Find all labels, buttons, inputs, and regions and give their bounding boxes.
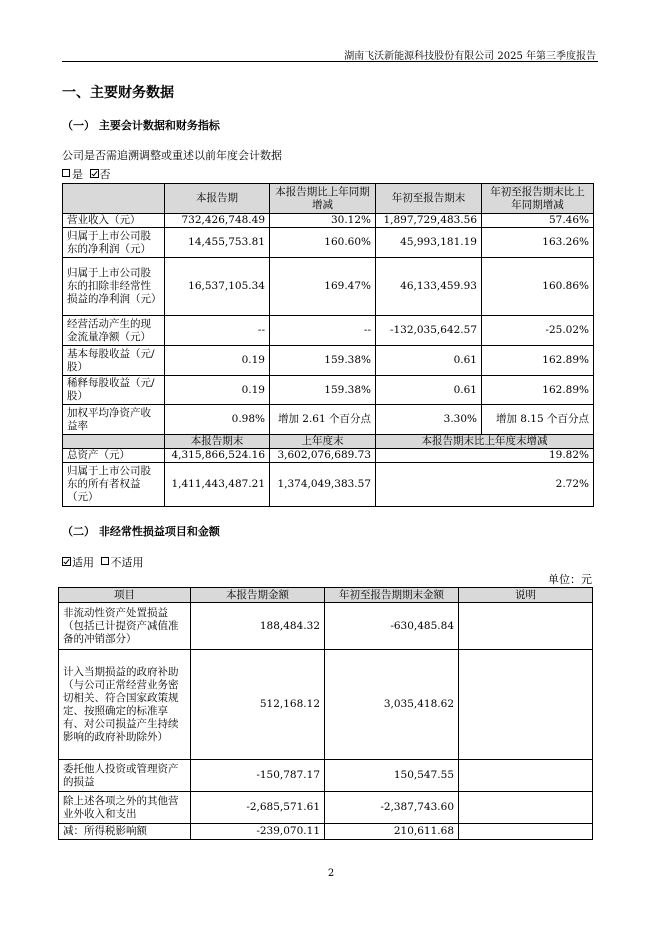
table-cell: 163.26% (482, 228, 594, 258)
table-row (59, 760, 593, 792)
table-cell: 4,315,866,524.16 (165, 449, 270, 463)
row-label: 稀释每股收益（元/股） (63, 376, 165, 405)
table-cell: 160.60% (270, 228, 376, 258)
row-label: 基本每股收益（元/股） (63, 346, 165, 376)
table-cell (459, 760, 593, 792)
table-header-cell: 项目 (59, 588, 191, 603)
table-cell: 3,602,076,689.73 (270, 449, 376, 463)
table-cell: 159.38% (270, 346, 376, 376)
page-number: 2 (327, 868, 335, 879)
table-row (59, 824, 593, 840)
table-cell (459, 792, 593, 824)
table-cell (459, 650, 593, 760)
restatement-options (62, 166, 111, 182)
checkbox-unchecked-icon (101, 557, 109, 565)
table-cell: 1,374,049,383.57 (270, 463, 376, 507)
table-row (59, 603, 593, 650)
table-cell: 增加 2.61 个百分点 (270, 405, 376, 435)
table-cell: 增加 8.15 个百分点 (482, 405, 594, 435)
table-header-cell: 本报告期末 (165, 435, 270, 449)
table-cell: 45,993,181.19 (376, 228, 482, 258)
checkbox-checked-icon (90, 169, 99, 178)
table-header-cell: 本报告期金额 (191, 588, 325, 603)
unit-label: 单位：元 (548, 573, 592, 586)
table-row (63, 405, 594, 435)
section-title: 一、主要财务数据 (62, 85, 174, 101)
table-header-cell (63, 184, 165, 214)
table-cell: 512,168.12 (191, 650, 325, 760)
table-cell: 30.12% (270, 214, 376, 228)
table-cell: 0.61 (376, 346, 482, 376)
table-cell (459, 603, 593, 650)
restatement-question: 公司是否需追溯调整或重述以前年度会计数据 (62, 149, 282, 162)
table-cell: 150,547.55 (325, 760, 459, 792)
checkbox-unchecked-icon (62, 169, 70, 177)
table-row (63, 346, 594, 376)
table-cell: -150,787.17 (191, 760, 325, 792)
table-cell (459, 824, 593, 840)
table-header-cell: 年初至报告期末比上年同期增减 (482, 184, 594, 214)
table-cell: 160.86% (482, 258, 594, 316)
row-label: 非流动性资产处置损益（包括已计提资产减值准备的冲销部分） (59, 603, 191, 650)
table-cell: -630,485.84 (325, 603, 459, 650)
row-label: 计入当期损益的政府补助（与公司正常经营业务密切相关、符合国家政策规定、按照确定的标准享有、对公司损益产生持续影响的政府补助除外） (59, 650, 191, 760)
row-label: 归属于上市公司股东的所有者权益（元） (63, 463, 165, 507)
row-label: 委托他人投资或管理资产的损益 (59, 760, 191, 792)
table-row (63, 316, 594, 346)
table-cell: 16,537,105.34 (165, 258, 270, 316)
table-cell: -2,685,571.61 (191, 792, 325, 824)
row-label: 减：所得税影响额 (59, 824, 191, 840)
row-label: 营业收入（元） (63, 214, 165, 228)
table-header-cell: 本报告期比上年同期增减 (270, 184, 376, 214)
applicability-options (62, 554, 144, 570)
table-cell: -2,387,743.60 (325, 792, 459, 824)
table-cell: 0.61 (376, 376, 482, 405)
table-cell: -239,070.11 (191, 824, 325, 840)
table-cell: 0.98% (165, 405, 270, 435)
table-cell: 210,611.68 (325, 824, 459, 840)
table-cell: -25.02% (482, 316, 594, 346)
table-header-cell: 年初至报告期末 (376, 184, 482, 214)
table-cell: 159.38% (270, 376, 376, 405)
row-label: 总资产（元） (63, 449, 165, 463)
row-label: 归属于上市公司股东的扣除非经常性损益的净利润（元） (63, 258, 165, 316)
subsection-title-financial-data: （一） 主要会计数据和财务指标 (62, 119, 220, 132)
row-label: 除上述各项之外的其他营业外收入和支出 (59, 792, 191, 824)
checkbox-checked-icon (62, 557, 71, 566)
table-header-cell: 本报告期末比上年度末增减 (376, 435, 594, 449)
table-cell: 188,484.32 (191, 603, 325, 650)
row-label: 归属于上市公司股东的净利润（元） (63, 228, 165, 258)
table-cell: 2.72% (376, 463, 594, 507)
table-cell: 19.82% (376, 449, 594, 463)
table-cell: 3.30% (376, 405, 482, 435)
table-row (63, 214, 594, 228)
key-financial-data-table (62, 183, 594, 507)
table-cell: 1,897,729,483.56 (376, 214, 482, 228)
table-row (63, 463, 594, 507)
option-yes: 是 (72, 168, 83, 181)
table-row (63, 228, 594, 258)
table-cell: 0.19 (165, 376, 270, 405)
option-not-apply: 不适用 (110, 556, 144, 569)
table-cell: 46,133,459.93 (376, 258, 482, 316)
table-row (63, 258, 594, 316)
nonrecurring-items-table (58, 587, 593, 840)
option-no: 否 (99, 168, 111, 181)
table-cell: 1,411,443,487.21 (165, 463, 270, 507)
table-row (59, 792, 593, 824)
table-cell: -132,035,642.57 (376, 316, 482, 346)
table-row (63, 449, 594, 463)
table-header-cell (63, 435, 165, 449)
row-label: 加权平均净资产收益率 (63, 405, 165, 435)
table-cell: 3,035,418.62 (325, 650, 459, 760)
table-header-cell: 本报告期 (165, 184, 270, 214)
option-apply: 适用 (72, 556, 94, 569)
row-label: 经营活动产生的现金流量净额（元） (63, 316, 165, 346)
table-header-cell: 上年度末 (270, 435, 376, 449)
report-header: 湖南飞沃新能源科技股份有限公司 2025 年第三季度报告 (344, 51, 596, 62)
table-cell: -- (270, 316, 376, 346)
table-row (63, 376, 594, 405)
table-cell: 57.46% (482, 214, 594, 228)
table-cell: 14,455,753.81 (165, 228, 270, 258)
table-row (59, 650, 593, 760)
table-cell: 169.47% (270, 258, 376, 316)
table-cell: 162.89% (482, 376, 594, 405)
table-header-cell: 说明 (459, 588, 593, 603)
table-cell: -- (165, 316, 270, 346)
header-divider (62, 61, 598, 62)
table-cell: 732,426,748.49 (165, 214, 270, 228)
table-cell: 162.89% (482, 346, 594, 376)
table-header-cell: 年初至报告期期末金额 (325, 588, 459, 603)
table-cell: 0.19 (165, 346, 270, 376)
subsection-title-nonrecurring: （二） 非经常性损益项目和金额 (62, 525, 220, 538)
